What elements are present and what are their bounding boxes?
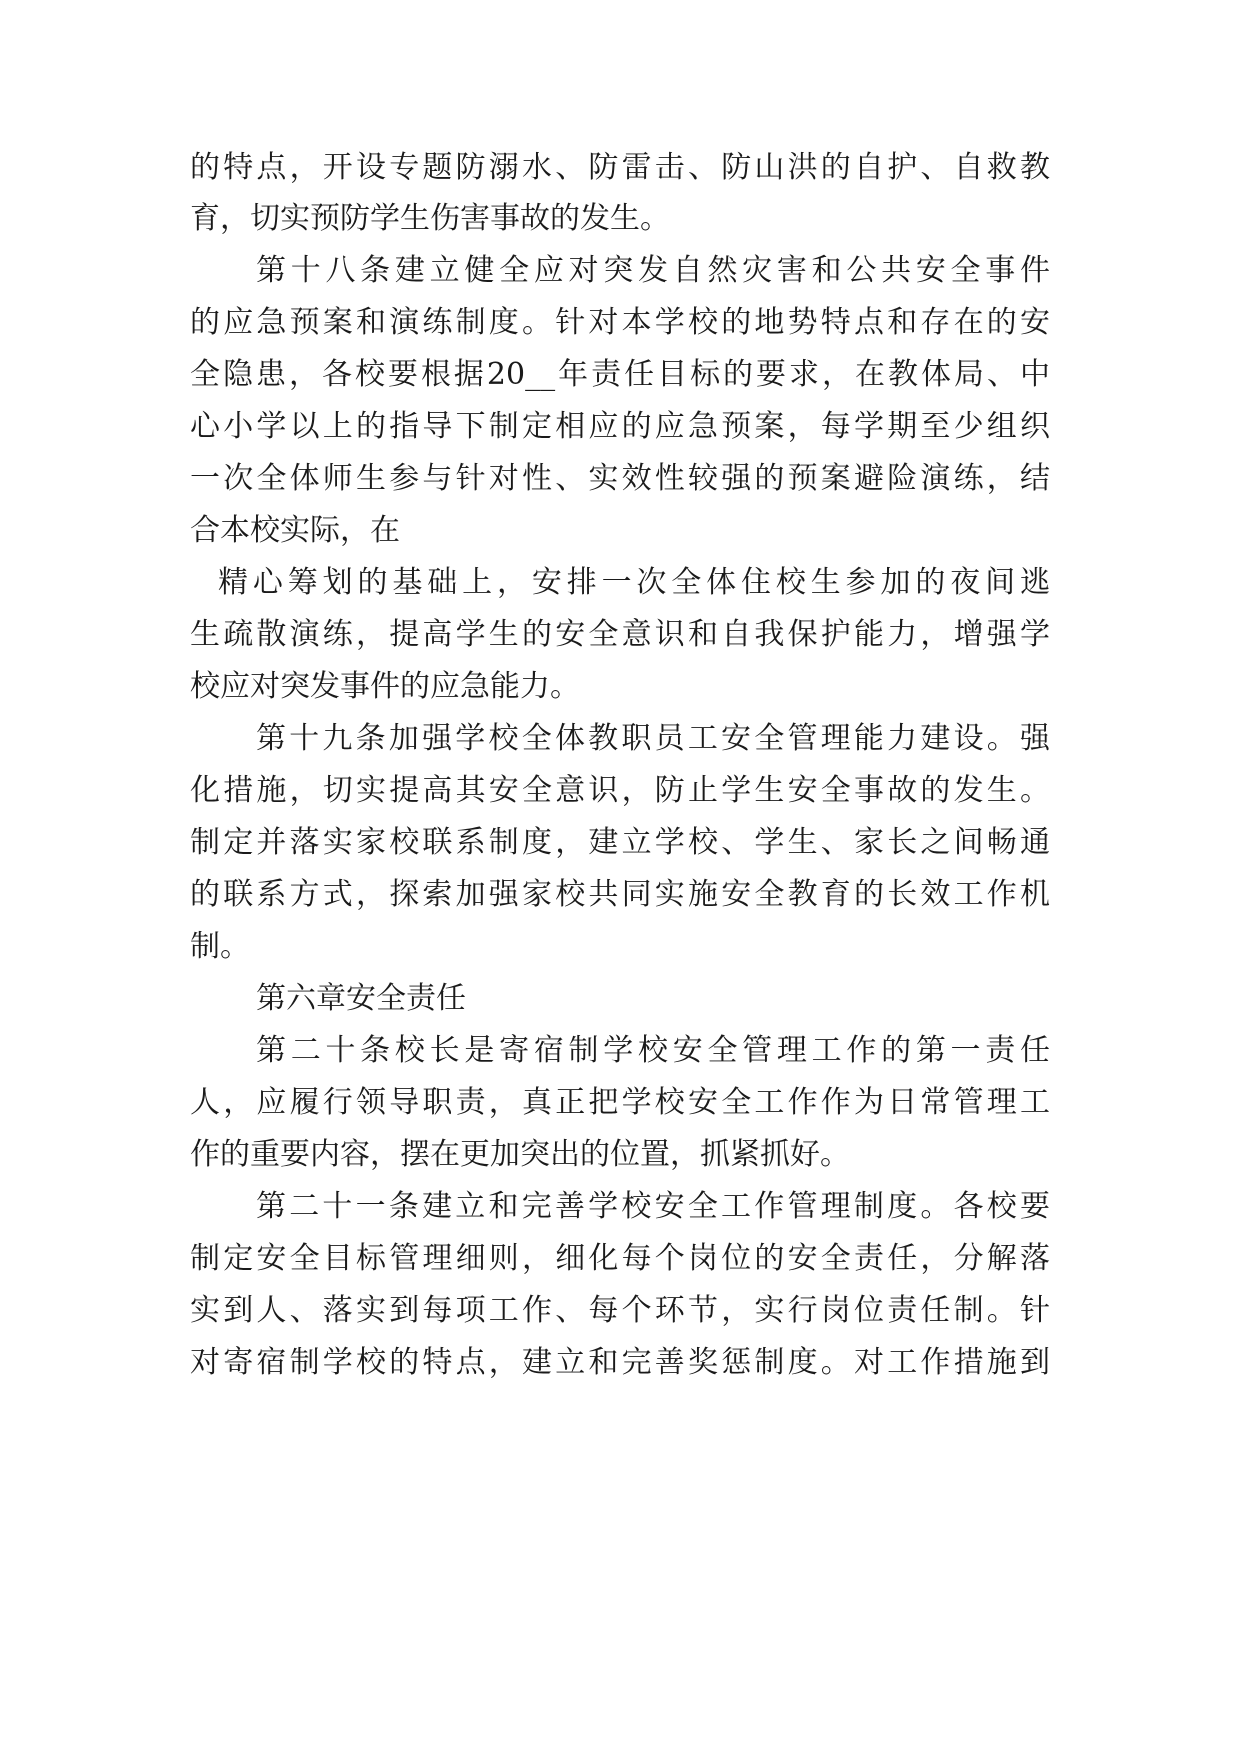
text-line: 一次全体师生参与针对性、实效性较强的预案避险演练，结 — [190, 461, 1050, 496]
text-line: 作的重要内容，摆在更加突出的位置，抓紧抓好。 — [190, 1137, 850, 1172]
text-line: 生疏散演练，提高学生的安全意识和自我保护能力，增强学 — [190, 617, 1050, 652]
text-line: 育，切实预防学生伤害事故的发生。 — [190, 201, 670, 236]
paragraph-line: 精心筹划的基础上，安排一次全体住校生参加的夜间逃 — [218, 565, 1050, 600]
text-line: 的特点，开设专题防溺水、防雷击、防山洪的自护、自救教 — [190, 150, 1050, 185]
paragraph-line-article-20: 第二十条校长是寄宿制学校安全管理工作的第一责任 — [256, 1033, 1050, 1068]
text-line: 心小学以上的指导下制定相应的应急预案，每学期至少组织 — [190, 409, 1050, 444]
text-line: 合本校实际，在 — [190, 513, 400, 548]
text-line: 制。 — [190, 929, 250, 964]
chapter-heading: 第六章安全责任 — [256, 981, 466, 1016]
text-line: 校应对突发事件的应急能力。 — [190, 669, 580, 704]
text-line: 的应急预案和演练制度。针对本学校的地势特点和存在的安 — [190, 305, 1050, 340]
text-line: 的联系方式，探索加强家校共同实施安全教育的长效工作机 — [190, 877, 1050, 912]
text-line: 制定并落实家校联系制度，建立学校、学生、家长之间畅通 — [190, 825, 1050, 860]
text-line: 化措施，切实提高其安全意识，防止学生安全事故的发生。 — [190, 773, 1050, 808]
text-line: 实到人、落实到每项工作、每个环节，实行岗位责任制。针 — [190, 1293, 1050, 1328]
text-line: 人，应履行领导职责，真正把学校安全工作作为日常管理工 — [190, 1085, 1050, 1120]
text-line: 全隐患，各校要根据20__年责任目标的要求，在教体局、中 — [190, 357, 1050, 392]
text-line: 制定安全目标管理细则，细化每个岗位的安全责任，分解落 — [190, 1241, 1050, 1276]
text-line: 对寄宿制学校的特点，建立和完善奖惩制度。对工作措施到 — [190, 1345, 1050, 1380]
paragraph-line-article-21: 第二十一条建立和完善学校安全工作管理制度。各校要 — [256, 1189, 1050, 1224]
paragraph-line-article-19: 第十九条加强学校全体教职员工安全管理能力建设。强 — [256, 721, 1050, 756]
paragraph-line-article-18: 第十八条建立健全应对突发自然灾害和公共安全事件 — [256, 253, 1050, 288]
